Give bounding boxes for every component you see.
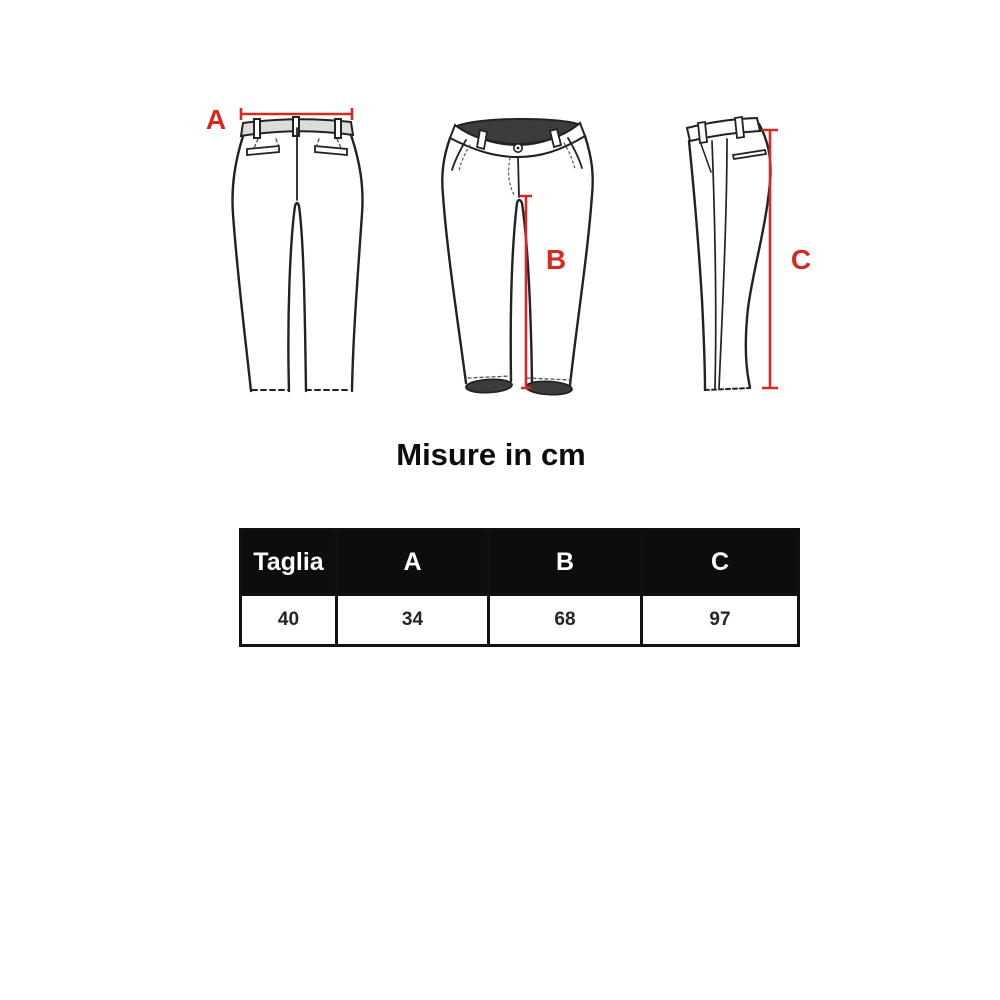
belt-loop — [735, 117, 744, 138]
belt-loop — [698, 122, 707, 143]
side-outline — [689, 124, 771, 390]
hem-cuff-dark — [526, 380, 573, 395]
size-table-header-b: B — [489, 530, 642, 595]
trousers-front-view — [442, 119, 592, 396]
side-back-pocket — [733, 150, 766, 159]
size-table-header-c: C — [642, 530, 799, 595]
belt-loop — [335, 119, 341, 138]
measure-label-a: A — [205, 104, 227, 135]
hem-cuff-dark — [466, 378, 513, 393]
pants-technical-drawings — [0, 0, 1000, 430]
belt-loop — [293, 117, 299, 136]
front-outline — [442, 136, 592, 385]
trousers-back-view — [232, 117, 362, 391]
back-pocket — [315, 146, 347, 155]
trousers-side-view — [687, 117, 771, 390]
page-title: Misure in cm — [396, 437, 586, 472]
fly-stitch — [509, 158, 515, 196]
size-table-header-row — [241, 530, 799, 595]
back-pocket — [247, 146, 279, 155]
size-table — [239, 528, 800, 647]
belt-loop — [254, 119, 260, 138]
size-table-header-taglia: Taglia — [241, 530, 337, 595]
size-value-c: 97 — [642, 595, 799, 646]
measure-label-b: B — [545, 244, 567, 275]
measure-label-c: C — [790, 244, 812, 275]
size-value-taglia: 40 — [241, 595, 337, 646]
size-value-a: 34 — [337, 595, 489, 646]
dart-line — [701, 144, 711, 172]
waist-button — [517, 147, 520, 150]
size-table-row — [241, 595, 799, 646]
inseam-outline — [511, 200, 532, 383]
hem-stitch — [705, 388, 750, 390]
measure-line-c — [762, 130, 778, 388]
crease-line — [712, 139, 727, 388]
size-value-b: 68 — [489, 595, 642, 646]
center-front-seam — [518, 157, 519, 197]
size-table-header-a: A — [337, 530, 489, 595]
